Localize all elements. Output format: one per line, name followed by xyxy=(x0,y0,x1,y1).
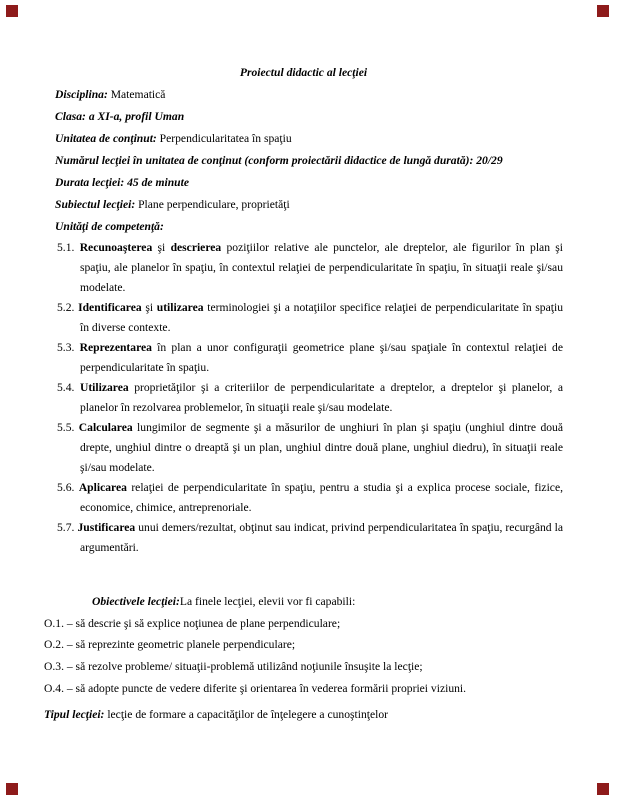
field-durata-lectiei-label: Durata lecţiei: 45 de minute xyxy=(55,176,189,189)
objectives-heading-line xyxy=(92,591,563,613)
competency-number: 5.6. xyxy=(57,481,75,494)
document-title: Proiectul didactic al lecţiei xyxy=(239,66,368,79)
competency-keyword: Recunoaşterea xyxy=(79,241,153,254)
objective-item-o1: O.1. – să descrie şi să explice noţiunea de plane perpendiculare; xyxy=(44,616,341,630)
objective-item-o2: O.2. – să reprezinte geometric planele perpendiculare; xyxy=(44,638,296,652)
competency-number: 5.5. xyxy=(57,421,75,434)
objectives-section xyxy=(44,591,563,700)
competency-text-rest: lungimilor de segmente şi a măsurilor de unghiuri în plan şi spaţiu (unghiul dintre două drepte, unghiul dintre o dreaptă şi un plan, unghiul dintre două plane, unghiul diedru), în situaţii reale şi/sau modelate. xyxy=(80,421,563,474)
competency-text-rest: terminologiei şi a notaţiilor specifice relaţiei de perpendicularitate în spaţiu în diverse contexte. xyxy=(80,301,563,334)
field-unitatea-continut xyxy=(55,128,563,150)
field-unitatea-continut-value: Perpendicularitatea în spaţiu xyxy=(156,132,292,145)
field-numarul-lectiei xyxy=(55,150,563,172)
lesson-type-line xyxy=(44,704,563,726)
competency-item-5-3 xyxy=(57,338,563,378)
field-numarul-lectiei-label: Numărul lecţiei în unitatea de conţinut (conform proiectării didactice de lungă durată): 20/29 xyxy=(55,154,503,167)
competency-keyword: Aplicarea xyxy=(78,481,127,494)
field-subiectul-lectiei xyxy=(55,194,563,216)
competency-number: 5.2. xyxy=(57,301,75,314)
field-clasa xyxy=(55,106,563,128)
field-unitatea-continut-label: Unitatea de conţinut: xyxy=(55,132,157,145)
objective-item-o3: O.3. – să rezolve probleme/ situaţii-problemă utilizând noţiunile însuşite la lecţie; xyxy=(44,660,423,674)
competency-item-5-7 xyxy=(57,518,563,558)
competency-number: 5.4. xyxy=(57,381,75,394)
field-unitati-competenta-label: Unităţi de competenţă: xyxy=(55,220,164,233)
field-unitati-competenta xyxy=(55,216,563,238)
objectives-intro: La finele lecţiei, elevii vor fi capabili: xyxy=(179,595,356,608)
competency-item-5-6 xyxy=(57,478,563,518)
competency-text-rest: în plan a unor configuraţii geometrice plane şi/sau spaţiale în contextul relaţiei de perpendicularitate în spaţiu. xyxy=(80,341,563,374)
corner-marker-bottom-right xyxy=(597,783,609,795)
competency-text-rest: unui demers/rezultat, obţinut sau indicat, privind perpendicularitatea în spaţiu, recurgând la argumentări. xyxy=(80,521,563,554)
objectives-heading: Obiectivele lecţiei: xyxy=(92,595,180,608)
corner-marker-bottom-left xyxy=(6,783,18,795)
competency-keyword: Reprezentarea xyxy=(79,341,152,354)
competency-list xyxy=(44,238,563,558)
competency-item-5-4 xyxy=(57,378,563,418)
competency-keyword: Utilizarea xyxy=(79,381,129,394)
competency-item-5-2 xyxy=(57,298,563,338)
competency-number: 5.3. xyxy=(57,341,75,354)
field-subiectul-lectiei-label: Subiectul lecţiei: xyxy=(55,198,136,211)
corner-marker-top-left xyxy=(6,5,18,17)
competency-text-rest: relaţiei de perpendicularitate în spaţiu, pentru a studia şi a explica procese sociale, fizice, economice, chimice, antreprenoriale. xyxy=(80,481,563,514)
competency-number: 5.7. xyxy=(57,521,75,534)
competency-text-rest: poziţiilor relative ale punctelor, ale dreptelor, ale figurilor în plan şi spaţiu, ale planelor în spaţiu, în contextul relaţiei de perpendicularitate în spaţiu, în situaţii reale şi/sau modelate. xyxy=(80,241,564,294)
competency-item-5-1 xyxy=(57,238,563,298)
field-disciplina-label: Disciplina: xyxy=(55,88,108,101)
competency-keyword: Identificarea xyxy=(78,301,142,314)
lesson-type-label: Tipul lecţiei: xyxy=(44,707,105,721)
competency-keyword: Justificarea xyxy=(77,521,136,534)
competency-text: şi xyxy=(152,241,171,254)
lesson-type-value: lecţie de formare a capacităţilor de înţelegere a cunoştinţelor xyxy=(104,707,388,721)
competency-keyword-2: descrierea xyxy=(170,241,222,254)
objective-item-o4: O.4. – să adopte puncte de vedere diferite şi orientarea în vederea formării propriei viziuni. xyxy=(44,681,467,695)
competency-text-rest: proprietăţilor şi a criteriilor de perpendicularitate a dreptelor, a dreptelor şi planelor, a planelor în rezolvarea problemelor, în situaţii reale şi/sau modelate. xyxy=(80,381,563,414)
field-disciplina xyxy=(55,84,563,106)
competency-item-5-5 xyxy=(57,418,563,478)
field-durata-lectiei xyxy=(55,172,563,194)
corner-marker-top-right xyxy=(597,5,609,17)
competency-text: şi xyxy=(141,301,157,314)
competency-number: 5.1. xyxy=(57,241,75,254)
field-clasa-label: Clasa: a XI-a, profil Uman xyxy=(55,110,185,123)
field-subiectul-lectiei-value: Plane perpendiculare, proprietăţi xyxy=(135,198,290,211)
competency-keyword-2: utilizarea xyxy=(156,301,204,314)
field-disciplina-value: Matematică xyxy=(107,88,166,101)
competency-keyword: Calcularea xyxy=(78,421,133,434)
